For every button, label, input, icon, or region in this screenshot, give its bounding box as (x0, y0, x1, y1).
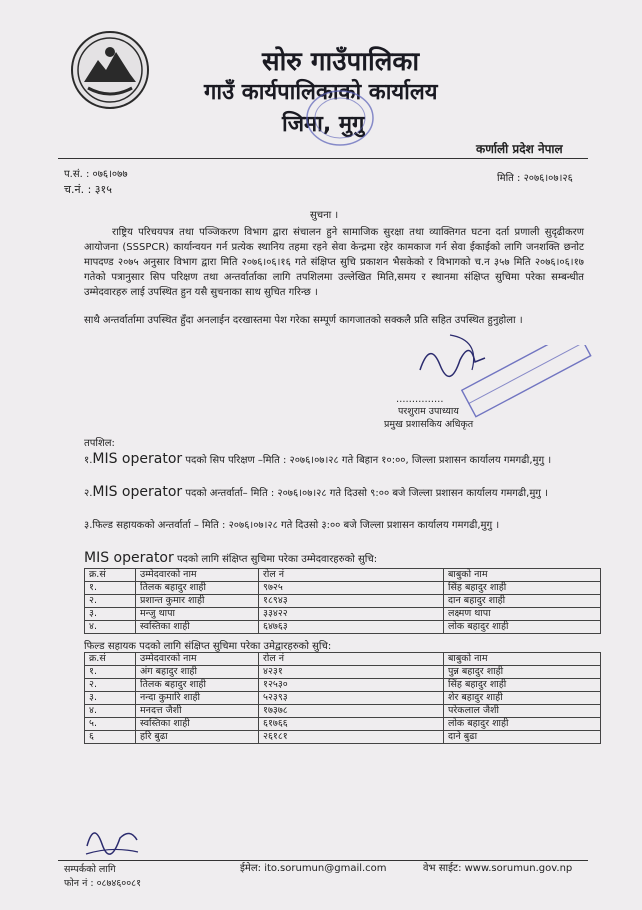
dispatch-number: च.नं. : ३१५ (64, 183, 112, 196)
cell-candidate-name: हरि बुढा (136, 731, 259, 744)
table-row (85, 705, 601, 718)
letter-date: मिति : २०७६।०७।२६ (497, 173, 573, 184)
cell-roll-number: १८९४३ (259, 595, 444, 608)
cell-candidate-name: अंग बहादुर शाही (136, 666, 259, 679)
cell-father-name: लोक बहादुर शाही (444, 718, 601, 731)
cell-serial: २. (85, 595, 136, 608)
table2-caption: फिल्ड सहायक पदको लागि संक्षिप्त सुचिमा परेका उमेद्वारहरुको सुचि: (84, 641, 332, 652)
header-father-name: बाबुको नाम (444, 653, 601, 666)
cell-roll-number: ५२३९३ (259, 692, 444, 705)
table1-caption-post: MIS operator (84, 550, 174, 566)
cell-father-name: सिंह बहादुर शाही (444, 582, 601, 595)
detail-item-1-text: पदको सिप परिक्षण –मिति : २०७६।०७।२८ गते बिहान १०:००, जिल्ला प्रशासन कार्यालय गमगढी,मुगु । (182, 455, 552, 466)
table-row (85, 718, 601, 731)
cell-serial: ४. (85, 621, 136, 634)
footer-contact-label: सम्पर्कको लागि (64, 864, 116, 875)
detail-item-2-number: २. (84, 488, 93, 499)
detail-item-3: ३.फिल्ड सहायकको अन्तर्वार्ता – मिति : २०७६।०७।२८ गते दिउसो ३:०० बजे जिल्ला प्रशासन कार्यालय गमगढी,मुगु । (84, 520, 500, 531)
table-row (85, 679, 601, 692)
cell-roll-number: १२५३० (259, 679, 444, 692)
detail-item-1-number: १. (84, 455, 93, 466)
table-header-row (85, 569, 601, 582)
cell-serial: १. (85, 582, 136, 595)
detail-item-2-post: MIS operator (92, 484, 183, 500)
table-row (85, 621, 601, 634)
field-assistant-candidates-table (84, 652, 601, 744)
cell-serial: ३. (85, 608, 136, 621)
mis-operator-candidates-table (84, 568, 601, 634)
cell-father-name: शेर बहादुर शाही (444, 692, 601, 705)
cell-candidate-name: मन्जु थापा (136, 608, 259, 621)
header-father-name: बाबुको नाम (444, 569, 601, 582)
cell-serial: ५. (85, 718, 136, 731)
province-label: कर्णाली प्रदेश नेपाल (476, 142, 563, 156)
footer-website: वेभ साईट: www.sorumun.gov.np (423, 863, 573, 874)
table-row (85, 731, 601, 744)
table-row (85, 608, 601, 621)
footer-phone: फोन नं : ०८७४६००८१ (64, 878, 142, 889)
header-serial: क्र.सं (85, 569, 136, 582)
cell-candidate-name: स्वस्तिका शाही (136, 621, 259, 634)
detail-item-1 (84, 452, 584, 468)
cell-candidate-name: तिलक बहादुर शाही (136, 582, 259, 595)
footer-signature (82, 816, 142, 860)
table1-caption-text: पदको लागि संक्षिप्त सुचिमा परेका उम्मेदवारहरुको सुचि: (173, 554, 378, 565)
detail-item-2 (84, 485, 584, 501)
municipality-name: सोरु गाउँपालिका (262, 47, 420, 77)
header-roll-number: रोल नं (259, 653, 444, 666)
cell-candidate-name: तिलक बहादुर शाही (136, 679, 259, 692)
cell-roll-number: ९७२५ (259, 582, 444, 595)
cell-serial: ४. (85, 705, 136, 718)
cell-father-name: परेकलाल जैशी (444, 705, 601, 718)
cell-roll-number: २६१८१ (259, 731, 444, 744)
header-serial: क्र.सं (85, 653, 136, 666)
office-address: जिमा, मुगु (282, 112, 365, 137)
cell-candidate-name: मनदत्त जैशी (136, 705, 259, 718)
cell-father-name: दाने बुढा (444, 731, 601, 744)
cell-serial: १. (85, 666, 136, 679)
cell-father-name: लक्ष्मण थापा (444, 608, 601, 621)
footer-email: ईमेल: ito.sorumun@gmail.com (240, 863, 387, 874)
detail-item-2-text: पदको अन्तर्वार्ता– मिति : २०७६।०७।२८ गते दिउसो ९:०० बजे जिल्ला प्रशासन कार्यालय गमगढी,मुगु । (182, 488, 548, 499)
cell-serial: २. (85, 679, 136, 692)
municipality-emblem-logo (70, 30, 150, 110)
cell-roll-number: १७३७८ (259, 705, 444, 718)
cell-candidate-name: प्रशान्त कुमार शाही (136, 595, 259, 608)
table1-caption (84, 550, 377, 566)
cell-father-name: लोक बहादुर शाही (444, 621, 601, 634)
notice-paragraph-2: साथै अन्तर्वार्तामा उपस्थित हुँदा अनलाईन दरखास्तमा पेश गरेका सम्पूर्ण कागजातको सक्कलै प्रति सहित उपस्थित हुनुहोला । (84, 315, 523, 326)
notice-paragraph-1: राष्ट्रिय परिचयपत्र तथा पञ्जिकरण विभाग द्वारा संचालन हुने सामाजिक सुरक्षा तथा व्याक्तिगत घटना दर्ता प्रणाली सुदृढीकरण आयोजना (SSSPCR) कार्यान्वयन गर्न प्रत्येक स्थानिय तहमा रहने सेवा केन्द्रमा रहेर कामकाज गर्न सेवा ईकाईको लागि जनशक्ति छनोट मापदण्ड २०७५ अनुसार विभाग द्वारा मिति २०७६।०६।१६ गते संक्षिप्त सुचि प्रकाशन भैसकेको र विभागको च.न ३५७ मिति २०७६।०६।१७ गतेको पत्रानुसार सिप परिक्षण तथा अन्तर्वार्ताका लागि तपशिलमा उल्लेखित मिति,समय र स्थानमा संक्षिप्त सुचिमा परेका सम्बन्धीत उम्मेदवारहरु लाई उपस्थित हुन यसै सुचनाका साथ सुचित गरिन्छ । (84, 227, 584, 298)
table-header-row (85, 653, 601, 666)
detail-item-1-post: MIS operator (92, 451, 183, 467)
office-stamp-header (305, 88, 375, 148)
cell-candidate-name: नन्दा कुमारि शाही (136, 692, 259, 705)
details-label: तपशिल: (84, 438, 115, 449)
header-candidate-name: उम्मेदवारको नाम (136, 569, 259, 582)
table-row (85, 595, 601, 608)
cell-serial: ६ (85, 731, 136, 744)
cell-roll-number: ३३४२२ (259, 608, 444, 621)
cell-father-name: दान बहादुर शाही (444, 595, 601, 608)
signatory-role: प्रमुख प्रशासकिय अधिकृत (384, 419, 474, 430)
cell-roll-number: ४२३१ (259, 666, 444, 679)
signatory-dots: …………… (396, 394, 444, 405)
cell-roll-number: ६४७६३ (259, 621, 444, 634)
header-candidate-name: उम्मेदवारको नाम (136, 653, 259, 666)
cell-father-name: पुन्न बहादुर शाही (444, 666, 601, 679)
cell-candidate-name: स्वस्तिका शाही (136, 718, 259, 731)
header-roll-number: रोल नं (259, 569, 444, 582)
table-row (85, 582, 601, 595)
cell-roll-number: ६१७६६ (259, 718, 444, 731)
office-name: गाउँ कार्यपालिकाको कार्यालय (204, 80, 438, 105)
cell-serial: ३. (85, 692, 136, 705)
header-divider (58, 158, 588, 159)
cell-father-name: सिंह बहादुर शाही (444, 679, 601, 692)
reference-number: प.सं. : ०७६।०७७ (64, 169, 128, 180)
table-row (85, 666, 601, 679)
signatory-name: परशुराम उपाध्याय (398, 406, 459, 417)
table-row (85, 692, 601, 705)
notice-title: सुचना । (310, 210, 339, 221)
